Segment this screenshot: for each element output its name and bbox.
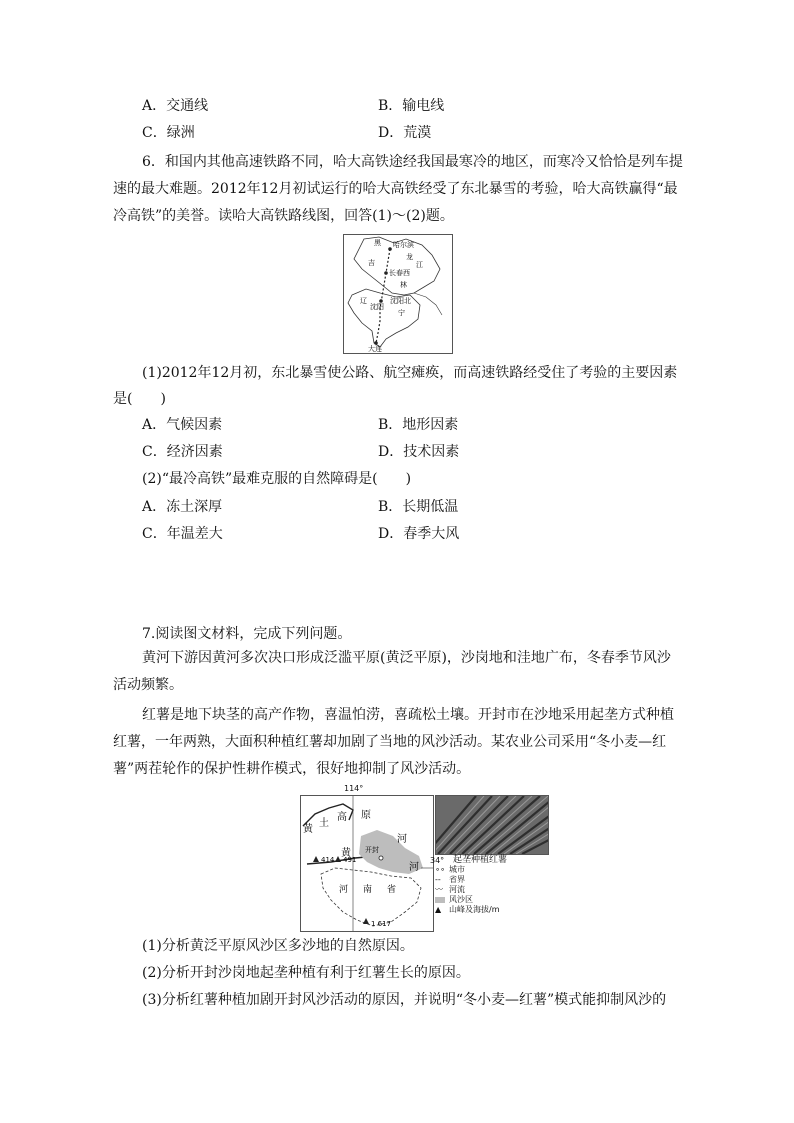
q6-sub1-line-2: 是( ): [113, 391, 166, 407]
legend-item-river: 〰 河流: [435, 885, 465, 894]
q6-sub2-option-d[interactable]: D．春季大风: [378, 526, 460, 542]
q7-title: 7.阅读图文材料，完成下列问题。: [142, 626, 352, 642]
map-label-he-prov: 河: [339, 885, 349, 895]
harbin-dalian-railway-map: [343, 234, 453, 354]
q6-stem-line-2: 速的最大难题。2012年12月初试运行的哈大高铁经受了东北暴雪的考验，哈大高铁赢得“最: [113, 181, 678, 197]
henan-sand-region-map: [300, 795, 434, 932]
map-label-liao: 辽: [360, 297, 367, 305]
q6-sub2-options-row-2: [142, 523, 662, 545]
map-label-lin: 林: [400, 281, 407, 289]
legend-item-border: -- 省界: [435, 875, 465, 884]
map-label-dalian: 大连: [368, 345, 382, 353]
ridge-planting-photo: [435, 795, 549, 855]
q5-option-b[interactable]: B．输电线: [378, 98, 445, 114]
q6-sub2-stem: (2)“最冷高铁”最难克服的自然障碍是( ): [142, 471, 412, 487]
border-line: [414, 293, 442, 315]
q6-sub2-options-row-1: [142, 496, 662, 518]
q7-question-2: (2)分析开封沙岗地起垄种植有利于红薯生长的原因。: [142, 965, 470, 981]
q6-sub1-options-row-1: [142, 414, 662, 436]
legend-city-label: 城市: [449, 865, 465, 874]
q7-paragraph-2-block: [113, 702, 683, 783]
q6-stem-line-3: 冷高铁”的美誉。读哈大高铁路线图，回答(1)～(2)题。: [113, 208, 454, 224]
q7-question-3: (3)分析红薯种植加剧开封风沙活动的原因，并说明“冬小麦—红薯”模式能抑制风沙的: [142, 992, 667, 1008]
q7-paragraph-1: 黄河下游因黄河多次决口形成泛滥平原(黄泛平原)，沙岗地和洼地广布，冬春季节风沙活动频繁。: [113, 650, 671, 693]
map-legend: [435, 855, 555, 915]
railway-line: [376, 249, 390, 343]
map-label-huang-mid: 黄: [341, 848, 351, 859]
q6-sub1-option-a[interactable]: A．气候因素: [142, 417, 223, 433]
legend-peak-label: 山峰及海拔/m: [449, 905, 500, 914]
legend-item-sand: [435, 895, 555, 905]
map-label-ning: 宁: [398, 309, 405, 317]
longitude-label: 114°: [344, 784, 364, 793]
map-label-peak-2: 491: [343, 856, 357, 864]
q7-paragraph-2: 红薯是地下块茎的高产作物，喜温怕涝，喜疏松土壤。开封市在沙地采用起垄方式种植红薯，一年两熟，大面积种植红薯却加剧了当地的风沙活动。某农业公司采用“冬小麦—红薯”两茬轮作的保护性耕作模式，很好地抑制了风沙活动。: [113, 707, 674, 777]
q6-sub1-line-1: (1)2012年12月初，东北暴雪使公路、航空瘫痪，而高速铁路经受住了考验的主要因素: [142, 365, 678, 381]
q5-option-d[interactable]: D．荒漠: [378, 125, 432, 141]
q6-sub1-option-d[interactable]: D．技术因素: [378, 444, 460, 460]
map-label-sheng: 省: [387, 885, 397, 895]
railway-map-svg: [344, 235, 452, 353]
q6-sub1-option-c[interactable]: C．经济因素: [142, 444, 223, 460]
map-label-shenyangbei: 沈阳北: [390, 297, 411, 305]
map-label-huang-top: 黄: [303, 824, 313, 835]
q6-sub1-options-row-2: [142, 441, 662, 463]
changchun-city-dot: [384, 271, 388, 275]
map-label-hei: 黑: [374, 239, 381, 247]
map-label-ji: 吉: [368, 259, 375, 267]
legend-sand-label: 风沙区: [449, 895, 473, 904]
henan-map-svg: [301, 796, 433, 931]
map-label-changchunxi: 长春西: [389, 269, 410, 277]
q5-options-row-2: [142, 122, 662, 144]
map-label-jiang: 江: [416, 261, 423, 269]
legend-border-label: 省界: [449, 875, 465, 884]
peak-icon-3: [363, 918, 369, 924]
legend-item-peak: ▲ 山峰及海拔/m: [435, 905, 500, 914]
q7-paragraph-1-block: [113, 645, 683, 699]
map-label-long: 龙: [406, 253, 413, 261]
q6-sub2-option-b[interactable]: B．长期低温: [378, 499, 459, 515]
map-label-peak-1: 414: [321, 856, 335, 864]
legend-item-city: ∘∘ 城市: [435, 865, 465, 874]
q7-question-1: (1)分析黄泛平原风沙区多沙地的自然原因。: [142, 938, 414, 954]
legend-river-label: 河流: [449, 885, 465, 894]
map-label-kaifeng: 开封: [365, 846, 379, 854]
map-label-he-mid: 河: [409, 862, 419, 873]
map-label-gao: 高: [337, 812, 347, 823]
map-label-nan: 南: [363, 885, 373, 895]
kaifeng-city-dot: [379, 856, 383, 860]
q6-sub1-option-b[interactable]: B．地形因素: [378, 417, 459, 433]
map-label-tu: 土: [319, 818, 329, 829]
map-label-harbin: 哈尔滨: [393, 241, 414, 249]
ridge-photo-svg: [436, 796, 548, 854]
map-label-yuan: 原: [361, 810, 371, 821]
harbin-city-dot: [388, 247, 392, 251]
q6-sub2-option-a[interactable]: A．冻土深厚: [142, 499, 223, 515]
peak-icon-1: [313, 856, 319, 862]
photo-caption: 起垄种植红薯: [453, 855, 508, 865]
henan-border: [321, 868, 421, 926]
q6-sub2-option-c[interactable]: C．年温差大: [142, 526, 223, 542]
q5-options-row-1: [142, 95, 662, 117]
q6-stem-line-1: 6．和国内其他高速铁路不同，哈大高铁途经我国最寒冷的地区，而寒冷又恰恰是列车提: [142, 154, 683, 170]
q5-option-c[interactable]: C．绿洲: [142, 125, 195, 141]
q5-option-a[interactable]: A．交通线: [142, 98, 209, 114]
map-label-he-river: 河: [397, 834, 407, 845]
map-label-shenyang: 沈阳: [370, 303, 384, 311]
map-label-peak-3: 1 617: [371, 920, 392, 928]
latitude-label: 34°: [430, 856, 445, 865]
